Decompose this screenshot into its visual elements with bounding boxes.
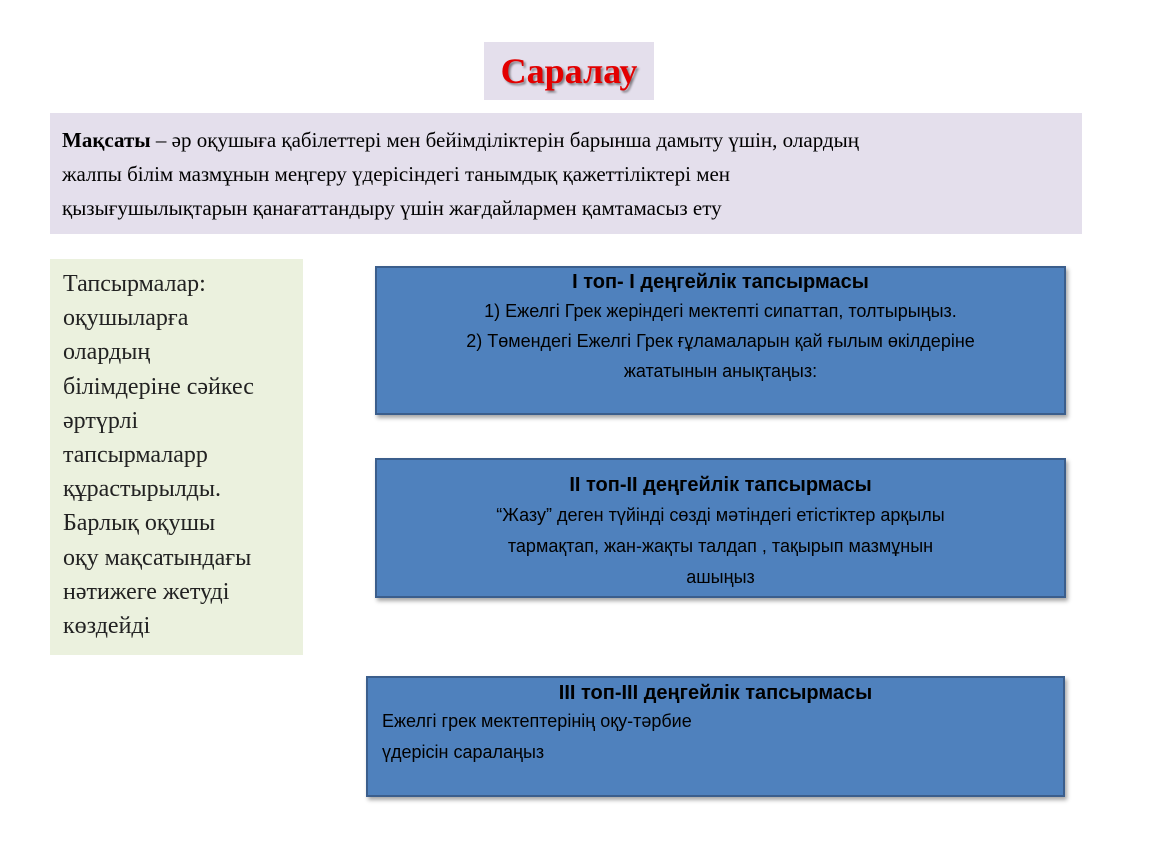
title-box	[484, 42, 654, 100]
goal-line-1-text: – әр оқушыға қабілеттері мен бейімділіктерін барынша дамыту үшін, олардың	[150, 128, 859, 152]
group-3-line: үдерісін саралаңыз	[382, 742, 545, 762]
goal-label: Мақсаты	[62, 128, 151, 152]
tasks-line: оқу мақсатындағы	[63, 544, 252, 571]
tasks-line: нәтижеге жетуді	[63, 578, 230, 605]
tasks-intro-box	[50, 259, 303, 655]
tasks-line: білімдеріне сәйкес	[63, 373, 254, 400]
group-2-heading: ІІ топ-ІІ деңгейлік тапсырмасы	[569, 474, 872, 496]
goal-line-2: жалпы білім мазмұнын меңгеру үдерісіндегі танымдық қажеттіліктері мен	[62, 162, 731, 186]
group-1-line: 1) Ежелгі Грек жеріндегі мектепті сипаттап, толтырыңыз.	[484, 301, 957, 321]
goal-line-1	[62, 123, 1070, 157]
tasks-line: көздейді	[63, 613, 151, 640]
tasks-line: Тапсырмалар:	[63, 271, 206, 297]
group-2-card	[375, 458, 1066, 598]
group-1-line: 2) Төмендегі Ежелгі Грек ғұламаларын қай ғылым өкілдеріне	[466, 331, 975, 351]
group-1-line: жататынын анықтаңыз:	[623, 361, 818, 381]
tasks-line: оқушыларға	[63, 305, 189, 332]
group-1-heading: І топ- І деңгейлік тапсырмасы	[572, 271, 869, 293]
tasks-line: тапсырмаларр	[63, 442, 208, 469]
tasks-line: Барлық оқушы	[63, 510, 216, 537]
group-3-line: Ежелгі грек мектептерінің оқу-тәрбие	[382, 711, 692, 731]
group-2-line: тармақтап, жан-жақты талдап , тақырып мазмұнын	[507, 536, 934, 556]
slide-title: Саралау	[500, 51, 638, 91]
tasks-line: олардың	[63, 339, 151, 366]
group-3-card	[366, 676, 1065, 797]
goal-line-3: қызығушылықтарын қанағаттандыру үшін жағдайлармен қамтамасыз ету	[62, 196, 722, 220]
group-2-line: “Жазу” деген түйінді сөзді мәтіндегі етістіктер арқылы	[496, 505, 945, 525]
group-1-card	[375, 266, 1066, 415]
goal-box	[50, 113, 1082, 234]
group-3-heading: ІІІ топ-ІІІ деңгейлік тапсырмасы	[558, 682, 873, 704]
group-2-line: ашыңыз	[686, 567, 755, 587]
tasks-line: құрастырылды.	[63, 476, 222, 503]
tasks-line: әртүрлі	[63, 407, 139, 434]
